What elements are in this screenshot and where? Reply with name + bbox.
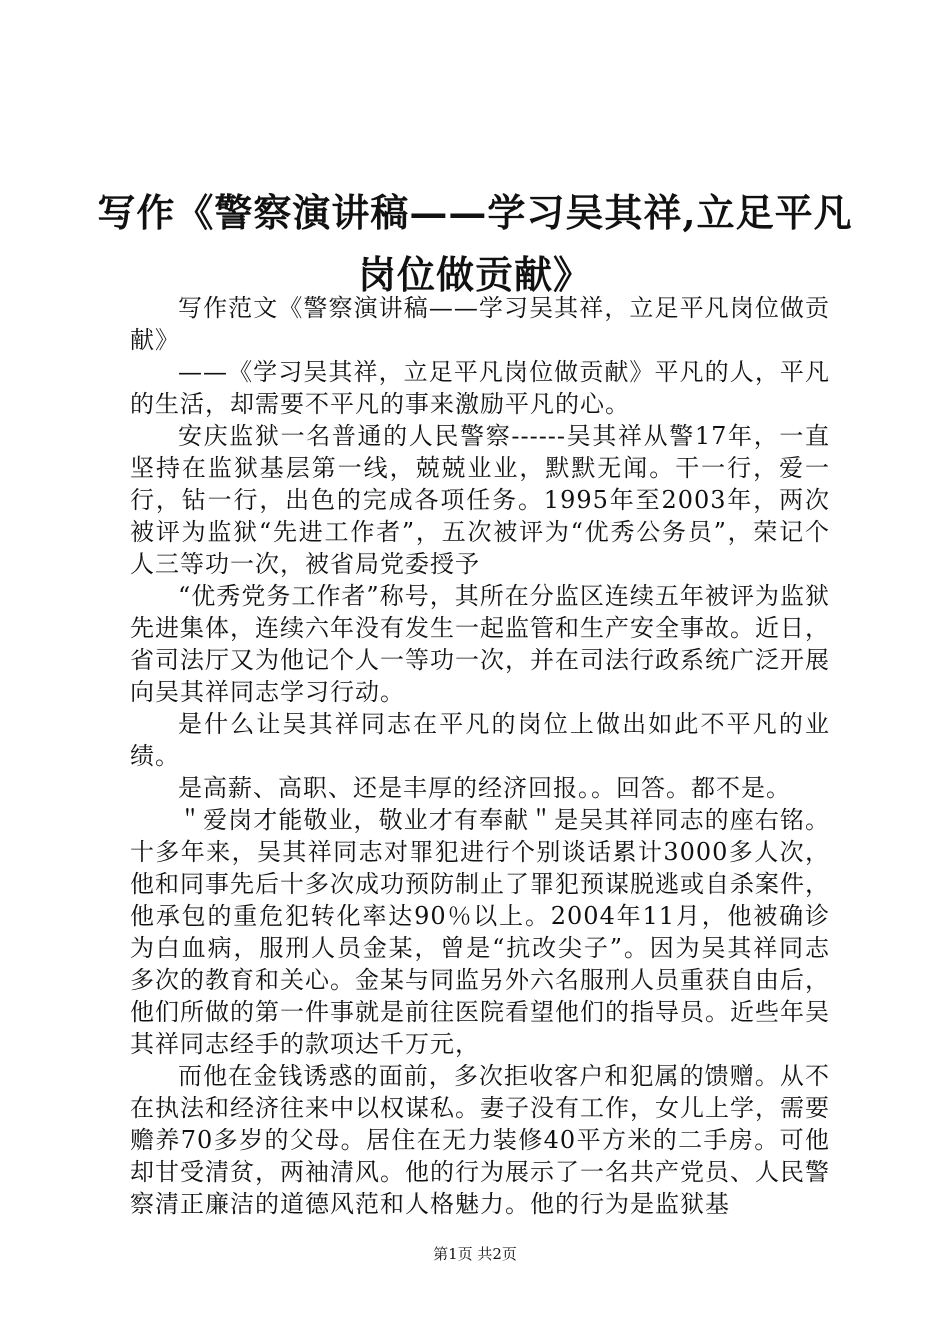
paragraph: 安庆监狱一名普通的人民警察------吴其祥从警17年，一直坚持在监狱基层第一线，兢兢业业，默默无闻。干一行，爱一行，钻一行，出色的完成各项任务。1995年至2003年，两次被评为监狱“先进工作者”，五次被评为“优秀公务员”，荣记个人三等功一次，被省局党委授予 xyxy=(130,422,830,578)
paragraph: 写作范文《警察演讲稿——学习吴其祥，立足平凡岗位做贡献》 xyxy=(130,294,830,354)
paragraph: “优秀党务工作者”称号，其所在分监区连续五年被评为监狱先进集体，连续六年没有发生一起监管和生产安全事故。近日，省司法厅又为他记个人一等功一次，并在司法行政系统广泛开展向吴其祥同志学习行动。 xyxy=(130,582,830,706)
paragraph: ＂爱岗才能敬业，敬业才有奉献＂是吴其祥同志的座右铭。十多年来，吴其祥同志对罪犯进行个别谈话累计3000多人次，他和同事先后十多次成功预防制止了罪犯预谋脱逃或自杀案件，他承包的重危犯转化率达90％以上。2004年11月，他被确诊为白血病，服刑人员金某，曾是“抗改尖子”。因为吴其祥同志多次的教育和关心。金某与同监另外六名服刑人员重获自由后，他们所做的第一件事就是前往医院看望他们的指导员。近些年吴其祥同志经手的款项达千万元， xyxy=(130,806,830,1058)
page-footer: 第1页 共2页 xyxy=(433,1245,517,1263)
document-title xyxy=(60,182,890,306)
paragraph: 是什么让吴其祥同志在平凡的岗位上做出如此不平凡的业绩。 xyxy=(130,710,830,770)
title-line-2: 岗位做贡献》 xyxy=(357,252,592,297)
title-line-1: 写作《警察演讲稿——学习吴其祥,立足平凡 xyxy=(97,190,853,235)
paragraph: 是高薪、高职、还是丰厚的经济回报。。回答。都不是。 xyxy=(178,774,791,802)
paragraph: ——《学习吴其祥，立足平凡岗位做贡献》平凡的人，平凡的生活，却需要不平凡的事来激励平凡的心。 xyxy=(130,358,830,418)
paragraph: 而他在金钱诱惑的面前，多次拒收客户和犯属的馈赠。从不在执法和经济往来中以权谋私。妻子没有工作，女儿上学，需要赡养70多岁的父母。居住在无力装修40平方米的二手房。可他却甘受清贫，两袖清风。他的行为展示了一名共产党员、人民警察清正廉洁的道德风范和人格魅力。他的行为是监狱基 xyxy=(130,1062,830,1218)
document-body xyxy=(130,292,830,1220)
